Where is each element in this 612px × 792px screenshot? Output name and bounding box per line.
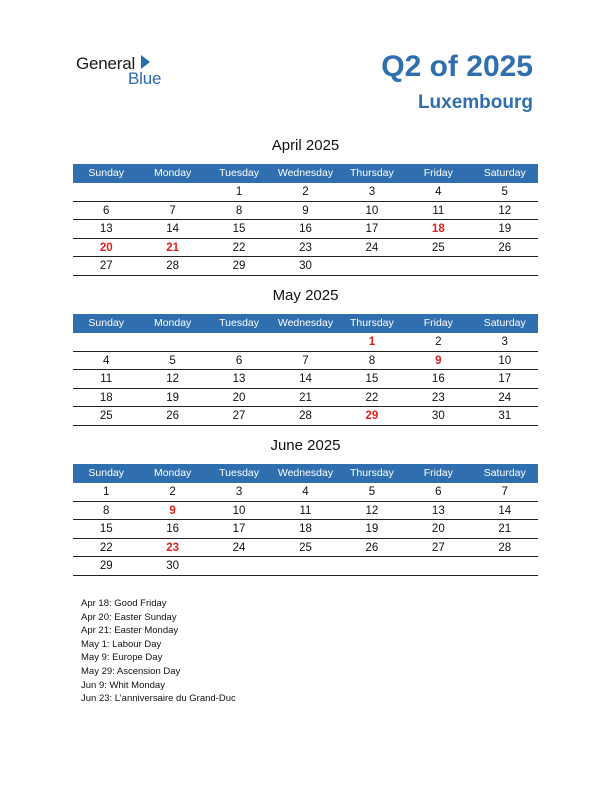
day-cell: 18	[99, 391, 113, 404]
month-grid	[73, 183, 538, 276]
week-row	[73, 257, 538, 276]
day-cell: 17	[232, 523, 246, 535]
day-cell: 27	[431, 541, 445, 554]
empty-day-cell	[206, 557, 272, 575]
day-cell: 30	[431, 410, 445, 422]
day-cell: 4	[103, 354, 110, 367]
empty-day-cell	[73, 183, 139, 201]
weekday-label: Wednesday	[277, 167, 334, 179]
weekday-label: Friday	[423, 167, 453, 179]
day-cell: 22	[99, 541, 113, 554]
day-cell: 25	[431, 241, 445, 254]
day-cell: 30	[166, 560, 180, 572]
weekday-label: Friday	[423, 467, 453, 479]
week-row	[73, 557, 538, 576]
month-title: May 2025	[272, 287, 339, 304]
day-cell: 17	[365, 223, 379, 235]
day-cell: 28	[166, 260, 180, 272]
weekday-label: Tuesday	[219, 167, 259, 179]
weekday-label: Sunday	[88, 317, 125, 329]
week-row	[73, 502, 538, 521]
day-cell: 8	[368, 354, 376, 367]
holiday-item: May 1: Labour Day	[81, 638, 162, 650]
day-cell: 29	[365, 410, 379, 422]
month-calendar-may	[73, 286, 538, 426]
day-cell: 11	[432, 204, 445, 217]
day-cell: 3	[235, 486, 243, 498]
weekday-header	[73, 464, 538, 483]
day-cell: 17	[498, 373, 512, 385]
day-cell: 14	[299, 373, 312, 385]
day-cell: 12	[166, 373, 180, 385]
month-grid	[73, 333, 538, 426]
day-cell: 30	[299, 260, 312, 272]
month-title: June 2025	[270, 437, 341, 454]
week-row	[73, 370, 538, 389]
day-cell: 24	[498, 391, 512, 404]
day-cell: 1	[103, 486, 110, 498]
day-cell: 19	[166, 391, 180, 404]
logo-flag-icon	[141, 55, 150, 69]
day-cell: 11	[100, 373, 113, 385]
day-cell: 18	[299, 523, 312, 535]
empty-day-cell	[272, 557, 338, 575]
day-cell: 3	[368, 186, 376, 198]
week-row	[73, 389, 538, 408]
empty-day-cell	[405, 557, 471, 575]
day-cell: 4	[302, 486, 309, 498]
day-cell: 22	[365, 391, 379, 404]
weekday-label: Wednesday	[277, 317, 334, 329]
day-cell: 10	[498, 354, 512, 367]
holiday-item: May 29: Ascension Day	[81, 665, 181, 677]
week-row	[73, 539, 538, 558]
weekday-label: Wednesday	[277, 467, 334, 479]
empty-day-cell	[139, 333, 205, 351]
day-cell: 28	[498, 541, 512, 554]
month-grid	[73, 483, 538, 576]
week-row	[73, 220, 538, 239]
weekday-label: Tuesday	[219, 467, 259, 479]
day-cell: 1	[368, 336, 376, 348]
day-cell: 5	[501, 186, 508, 198]
week-row	[73, 407, 538, 426]
day-cell: 13	[99, 223, 113, 235]
day-cell: 29	[232, 260, 246, 272]
day-cell: 28	[299, 410, 312, 422]
logo-text-blue: Blue	[128, 69, 162, 88]
country-name: Luxembourg	[417, 92, 533, 113]
week-row	[73, 239, 538, 258]
day-cell: 13	[431, 504, 445, 517]
day-cell: 29	[99, 560, 113, 572]
day-cell: 20	[99, 241, 113, 254]
day-cell: 19	[365, 523, 379, 535]
weekday-header	[73, 314, 538, 333]
day-cell: 12	[498, 204, 512, 217]
generalblue-logo	[76, 52, 176, 88]
holiday-item: Jun 23: L’anniversaire du Grand-Duc	[81, 693, 236, 705]
weekday-label: Sunday	[88, 467, 125, 479]
day-cell: 13	[232, 373, 246, 385]
day-cell: 8	[235, 204, 243, 217]
day-cell: 20	[431, 523, 445, 535]
day-cell: 9	[435, 354, 442, 367]
week-row	[73, 352, 538, 371]
day-cell: 21	[299, 391, 312, 404]
weekday-label: Monday	[153, 317, 192, 329]
day-cell: 9	[302, 204, 309, 217]
day-cell: 2	[435, 336, 442, 348]
day-cell: 20	[232, 391, 246, 404]
day-cell: 9	[169, 504, 176, 517]
day-cell: 21	[166, 241, 180, 254]
day-cell: 12	[365, 504, 379, 517]
day-cell: 5	[169, 354, 176, 367]
weekday-label: Monday	[153, 467, 192, 479]
holiday-item: Jun 9: Whit Monday	[81, 679, 165, 691]
empty-day-cell	[206, 333, 272, 351]
day-cell: 24	[365, 241, 379, 254]
day-cell: 2	[302, 186, 309, 198]
weekday-label: Thursday	[350, 167, 394, 179]
day-cell: 10	[365, 204, 379, 217]
day-cell: 31	[498, 410, 512, 422]
weekday-label: Friday	[423, 317, 453, 329]
weekday-label: Sunday	[88, 167, 125, 179]
holiday-item: Apr 20: Easter Sunday	[81, 611, 177, 623]
holiday-item: Apr 18: Good Friday	[81, 598, 167, 609]
day-cell: 16	[431, 373, 445, 385]
day-cell: 2	[169, 486, 176, 498]
empty-day-cell	[272, 333, 338, 351]
weekday-label: Saturday	[483, 317, 526, 329]
day-cell: 15	[365, 373, 379, 385]
month-title: April 2025	[271, 137, 340, 154]
day-cell: 7	[169, 204, 176, 217]
day-cell: 23	[431, 391, 445, 404]
day-cell: 5	[368, 486, 376, 498]
empty-day-cell	[472, 257, 538, 275]
day-cell: 1	[235, 186, 243, 198]
week-row	[73, 333, 538, 352]
page-title: Q2 of 2025	[381, 50, 533, 83]
empty-day-cell	[139, 183, 205, 201]
day-cell: 10	[232, 504, 246, 517]
day-cell: 3	[501, 336, 508, 348]
weekday-label: Saturday	[483, 467, 526, 479]
month-calendar-june	[73, 436, 538, 576]
day-cell: 26	[365, 541, 379, 554]
day-cell: 7	[302, 354, 309, 367]
day-cell: 26	[498, 241, 512, 254]
day-cell: 16	[166, 523, 180, 535]
weekday-label: Thursday	[350, 467, 394, 479]
day-cell: 4	[435, 186, 442, 198]
day-cell: 15	[232, 223, 246, 235]
day-cell: 19	[498, 223, 512, 235]
empty-day-cell	[73, 333, 139, 351]
day-cell: 27	[99, 260, 113, 272]
day-cell: 18	[431, 223, 445, 235]
day-cell: 21	[498, 523, 512, 535]
day-cell: 15	[99, 523, 113, 535]
week-row	[73, 202, 538, 221]
day-cell: 6	[435, 486, 442, 498]
day-cell: 7	[501, 486, 508, 498]
day-cell: 8	[103, 504, 110, 517]
week-row	[73, 483, 538, 502]
logo-text-general: General	[76, 54, 136, 73]
day-cell: 14	[166, 223, 180, 235]
day-cell: 23	[166, 541, 180, 554]
empty-day-cell	[339, 557, 405, 575]
day-cell: 11	[299, 504, 312, 517]
day-cell: 25	[99, 410, 113, 422]
holiday-item: May 9: Europe Day	[81, 652, 163, 664]
weekday-label: Tuesday	[219, 317, 259, 329]
holiday-list	[81, 597, 236, 706]
empty-day-cell	[472, 557, 538, 575]
day-cell: 24	[232, 541, 246, 554]
month-calendar-april	[73, 136, 538, 276]
day-cell: 23	[299, 241, 312, 254]
weekday-header	[73, 164, 538, 183]
day-cell: 14	[498, 504, 512, 517]
day-cell: 6	[235, 354, 243, 367]
day-cell: 22	[232, 241, 246, 254]
week-row	[73, 520, 538, 539]
day-cell: 26	[166, 410, 180, 422]
empty-day-cell	[339, 257, 405, 275]
holiday-item: Apr 21: Easter Monday	[81, 625, 179, 637]
day-cell: 27	[232, 410, 246, 422]
week-row	[73, 183, 538, 202]
empty-day-cell	[405, 257, 471, 275]
day-cell: 16	[299, 223, 312, 235]
day-cell: 6	[103, 204, 110, 217]
day-cell: 25	[299, 541, 312, 554]
weekday-label: Saturday	[483, 167, 526, 179]
weekday-label: Thursday	[350, 317, 394, 329]
weekday-label: Monday	[153, 167, 192, 179]
